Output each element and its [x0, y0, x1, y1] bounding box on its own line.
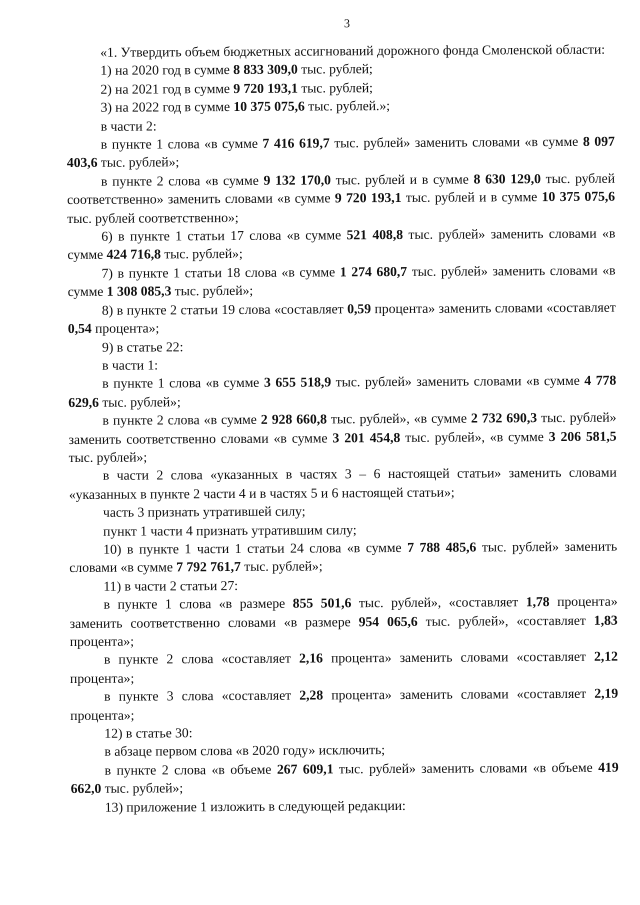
intro-paragraph: «1. Утвердить объем бюджетных ассигнований дорожного фонда Смоленской области: — [100, 41, 606, 60]
amendment-12-header: 12) в статье 30: — [104, 725, 193, 741]
document-page — [66, 15, 619, 817]
amendment-11-point3: в пункте 3 слова «составляет 2,28 процента» заменить словами «составляет 2,19 процента»; — [70, 685, 619, 723]
amendment-8: 8) в пункте 2 статьи 19 слова «составляет 0,59 процента» заменить словами «составляет 0,54 процента»; — [67, 299, 616, 337]
amendment-12-point2: в пункте 2 слова «в объеме 267 609,1 тыс. рублей» заменить словами «в объеме 419 662,0 тыс. рублей»; — [70, 759, 619, 797]
amendment-7: 7) в пункте 1 статьи 18 слова «в сумме 1 274 680,7 тыс. рублей» заменить словами «в сумме 1 308 085,3 тыс. рублей»; — [67, 262, 616, 300]
amendment-11-point1: в пункте 1 слова «в размере 855 501,6 тыс. рублей», «составляет 1,78 процента» заменить соответственно словами «в размере 954 065,6 тыс. рублей», «составляет 1,83 процента»; — [69, 593, 618, 649]
amendment-9-part1: в части 1: — [102, 357, 159, 373]
fund-item-2020: 1) на 2020 год в сумме 8 833 309,0 тыс. рублей; — [100, 61, 373, 79]
fund-item-2022: 3) на 2022 год в сумме 10 375 075,6 тыс. рублей.»; — [100, 98, 391, 116]
part2-header: в части 2: — [100, 118, 157, 134]
amendment-11-point2: в пункте 2 слова «составляет 2,16 процента» заменить словами «составляет 2,12 процента»; — [69, 649, 618, 686]
amendment-10: 10) в пункте 1 части 1 статьи 24 слова «в сумме 7 788 485,6 тыс. рублей» заменить словами «в сумме 7 792 761,7 тыс. рублей»; — [69, 538, 618, 576]
amendment-point2: в пункте 2 слова «в сумме 9 132 170,0 тыс. рублей и в сумме 8 630 129,0 тыс. рублей соответственно» заменить словами «в сумме 9 720 193,1 тыс. рублей и в сумме 10 375 075,6 тыс. рублей соответственно»; — [67, 170, 616, 226]
amendment-point1: в пункте 1 слова «в сумме 7 416 619,7 тыс. рублей» заменить словами «в сумме 8 097 403,6 тыс. рублей»; — [66, 133, 615, 171]
page-number: 3 — [343, 16, 351, 31]
amendment-9-part4: пункт 1 части 4 признать утратившим силу; — [103, 521, 357, 539]
fund-item-2021: 2) на 2021 год в сумме 9 720 193,1 тыс. рублей; — [100, 79, 373, 97]
amendment-9-header: 9) в статье 22: — [101, 338, 184, 355]
amendment-9-part2: в части 2 слова «указанных в частях 3 – 6 настоящей статьи» заменить словами «указанных в пункте 2 части 4 и в частях 5 и 6 настоящей статьи»; — [68, 464, 617, 502]
amendment-9-point2: в пункте 2 слова «в сумме 2 928 660,8 тыс. рублей», «в сумме 2 732 690,3 тыс. рублей» заменить соответственно словами «в сумме 3 201 454,8 тыс. рублей», «в сумме 3 206 581,5 тыс. рублей»; — [68, 409, 617, 465]
amendment-11-header: 11) в части 2 статьи 27: — [103, 577, 239, 594]
amendment-13: 13) приложение 1 изложить в следующей редакции: — [104, 797, 406, 815]
amendment-9-part3: часть 3 признать утратившей силу; — [102, 503, 306, 520]
amendment-6: 6) в пункте 1 статьи 17 слова «в сумме 521 408,8 тыс. рублей» заменить словами «в сумме 424 716,8 тыс. рублей»; — [67, 225, 616, 263]
amendment-12-para1: в абзаце первом слова «в 2020 году» исключить; — [104, 742, 386, 760]
amendment-9-point1: в пункте 1 слова «в сумме 3 655 518,9 тыс. рублей» заменить словами «в сумме 4 778 629,6 тыс. рублей»; — [68, 372, 617, 410]
